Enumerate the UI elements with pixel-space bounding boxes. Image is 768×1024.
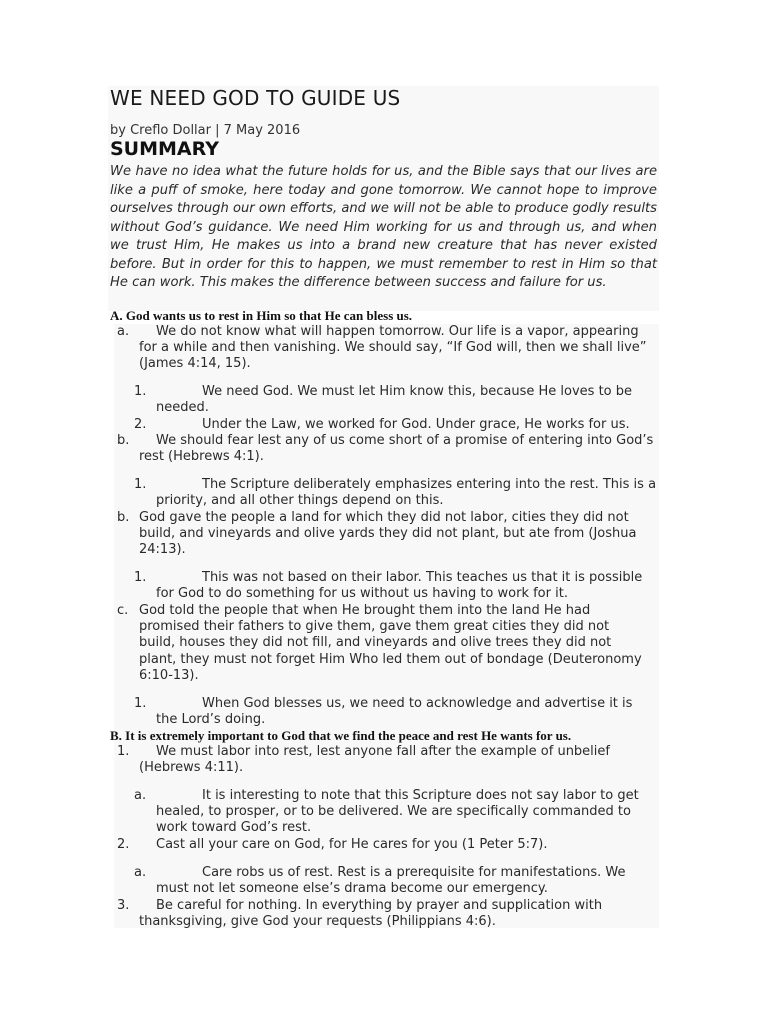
list-text: God told the people that when He brought them into the land He had promised their fathers to give them, gave them great cities they did not build, houses they did not fill, and vineyards and olive trees they did not plant, they must not forget Him Who led them out of bondage (Deuteronomy 6:10-13). — [139, 603, 642, 683]
list-marker: 2. — [134, 417, 147, 432]
list-marker: c. — [117, 603, 129, 618]
list-item — [134, 788, 659, 837]
list-text: Cast all your care on God, for He cares for you (1 Peter 5:7). — [156, 837, 548, 852]
summary-paragraph: We have no idea what the future holds for us, and the Bible says that our lives are like a puff of smoke, here today and gone tomorrow. We cannot hope to improve ourselves through our own efforts, and we will not be able to produce godly results without God’s guidance. We need Him working for us and through us, and when we trust Him, He makes us into a brand new creature that has never existed before. But in order for this to happen, we must remember to rest in Him so that He can work. This makes the difference between success and failure for us. — [110, 164, 657, 290]
list-marker: 1. — [134, 384, 147, 399]
list-item — [117, 324, 657, 373]
list-marker: a. — [134, 865, 147, 880]
list-text: God gave the people a land for which they did not labor, cities they did not build, and vineyards and olive yards they did not plant, but ate from (Joshua 24:13). — [139, 510, 637, 558]
list-text: Under the Law, we worked for God. Under grace, He works for us. — [202, 417, 630, 432]
list-item — [134, 570, 657, 602]
list-marker: a. — [134, 788, 147, 803]
list-item — [117, 603, 642, 684]
byline: by Creflo Dollar | 7 May 2016 — [110, 123, 301, 138]
list-item — [134, 865, 657, 897]
summary-heading: SUMMARY — [110, 138, 219, 160]
list-item — [134, 384, 657, 416]
list-marker: 1. — [134, 696, 147, 711]
list-text: Care robs us of rest. Rest is a prerequisite for manifestations. We must not let someone else’s drama become our emergency. — [156, 865, 626, 897]
list-text: We need God. We must let Him know this, because He loves to be needed. — [156, 384, 633, 416]
list-item — [117, 433, 657, 465]
list-marker: 3. — [117, 898, 130, 913]
list-text: When God blesses us, we need to acknowledge and advertise it is the Lord’s doing. — [156, 696, 633, 728]
list-item — [117, 744, 657, 776]
list-marker: 1. — [134, 570, 147, 585]
list-text: The Scripture deliberately emphasizes entering into the rest. This is a priority, and all other things depend on this. — [156, 477, 657, 509]
section-a-heading: A. God wants us to rest in Him so that He can bless us. — [110, 308, 413, 323]
list-item — [134, 477, 657, 509]
list-text: We must labor into rest, lest anyone fall after the example of unbelief (Hebrews 4:11). — [139, 744, 610, 776]
list-item — [134, 417, 657, 433]
list-item — [134, 696, 657, 728]
list-marker: 1. — [117, 744, 130, 759]
list-text: It is interesting to note that this Scripture does not say labor to get healed, to prosper, or to be delivered. We are specifically commanded to work toward God’s rest. — [156, 788, 639, 836]
list-marker: a. — [117, 324, 130, 339]
page-title: WE NEED GOD TO GUIDE US — [110, 86, 401, 110]
list-text: We do not know what will happen tomorrow. Our life is a vapor, appearing for a while and then vanishing. We should say, “If God will, then we shall live” (James 4:14, 15). — [139, 324, 647, 372]
section-b-heading: B. It is extremely important to God that we find the peace and rest He wants for us. — [110, 728, 572, 743]
list-item — [117, 898, 657, 930]
list-marker: b. — [117, 433, 130, 448]
list-text: This was not based on their labor. This teaches us that it is possible for God to do something for us without us having to work for it. — [156, 570, 643, 602]
list-marker: 2. — [117, 837, 130, 852]
list-item — [117, 837, 657, 853]
list-marker: 1. — [134, 477, 147, 492]
list-text: We should fear lest any of us come short of a promise of entering into God’s rest (Hebrews 4:1). — [139, 433, 654, 465]
list-text: Be careful for nothing. In everything by prayer and supplication with thanksgiving, give God your requests (Philippians 4:6). — [139, 898, 603, 930]
list-item — [117, 510, 659, 559]
list-marker: b. — [117, 510, 130, 525]
